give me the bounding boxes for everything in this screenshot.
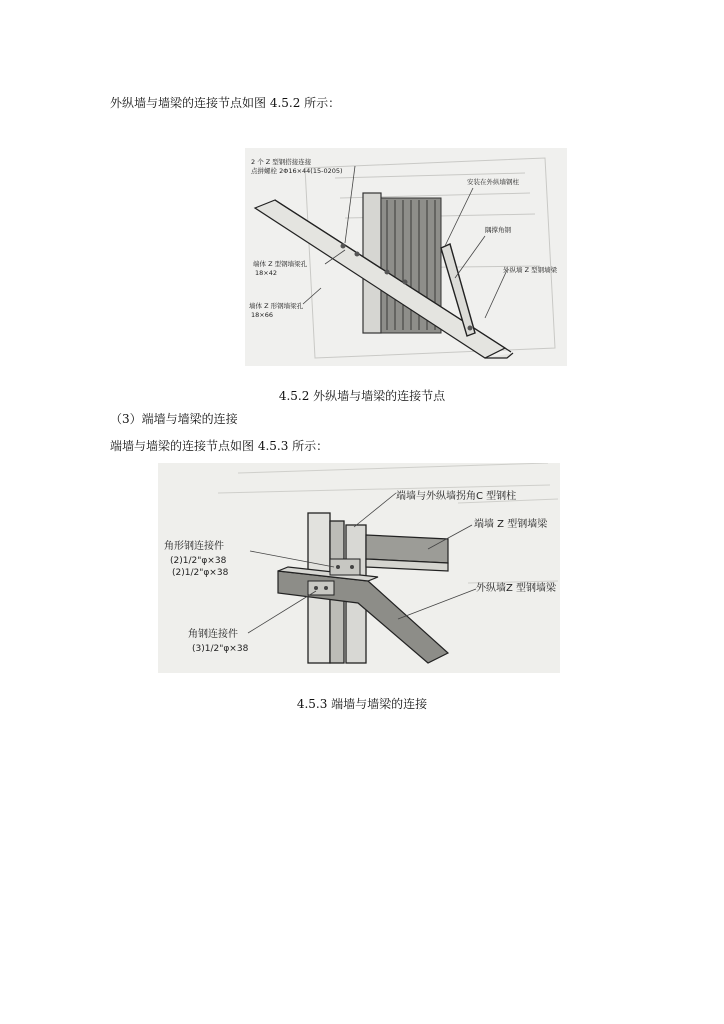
fig2-label-angle-conn-spec-2: (2)1/2"φ×38 [172,568,229,578]
figure-4-5-3 [158,463,560,673]
figure-4-5-2-drawing [245,148,567,366]
fig1-label-brace: 隅撑角钢 [485,226,511,234]
fig2-label-angle-steel-spec: (3)1/2"φ×38 [192,644,249,654]
fig1-label-bolt-note-2: 点拼螺栓 2Φ16×44(15-0205) [251,167,343,175]
figure-4-5-2 [245,148,567,366]
fig1-label-z-hole-1: 墙体 Z 形钢墙梁孔 [249,302,304,310]
fig2-label-angle-conn-spec-1: (2)1/2"φ×38 [170,556,227,566]
fig2-label-angle-steel-title: 角钢连接件 [188,629,238,640]
fig2-label-end-beam: 端墙 Z 型钢墙梁 [474,519,548,530]
section-heading: （3）端墙与墙梁的连接 [110,412,238,426]
fig1-label-end-hole-2: 18×42 [255,269,277,277]
figure-4-5-3-drawing [158,463,560,673]
fig1-label-outer-beam: 外纵墙 Z 型钢墙梁 [503,266,558,274]
fig1-label-top-right: 安装在外纵墙钢柱 [467,178,519,186]
fig2-label-column: 端墙与外纵墙拐角C 型钢柱 [396,491,517,502]
figure-4-5-3-caption: 4.5.3 端墙与墙梁的连接 [296,697,428,711]
fig1-label-z-hole-2: 18×66 [251,311,273,319]
intro-paragraph: 外纵墙与墙梁的连接节点如图 4.5.2 所示： [110,96,341,110]
fig1-label-end-hole-1: 端体 Z 型钢墙梁孔 [253,260,308,268]
end-wall-paragraph: 端墙与墙梁的连接节点如图 4.5.3 所示： [110,439,329,453]
figure-4-5-2-caption: 4.5.2 外纵墙与墙梁的连接节点 [278,389,446,403]
fig1-label-bolt-note-1: 2 个 Z 型钢搭接连接 [251,158,312,166]
fig2-label-outer-beam: 外纵墙Z 型钢墙梁 [476,583,557,594]
fig2-label-angle-conn-title: 角形钢连接件 [164,541,224,552]
